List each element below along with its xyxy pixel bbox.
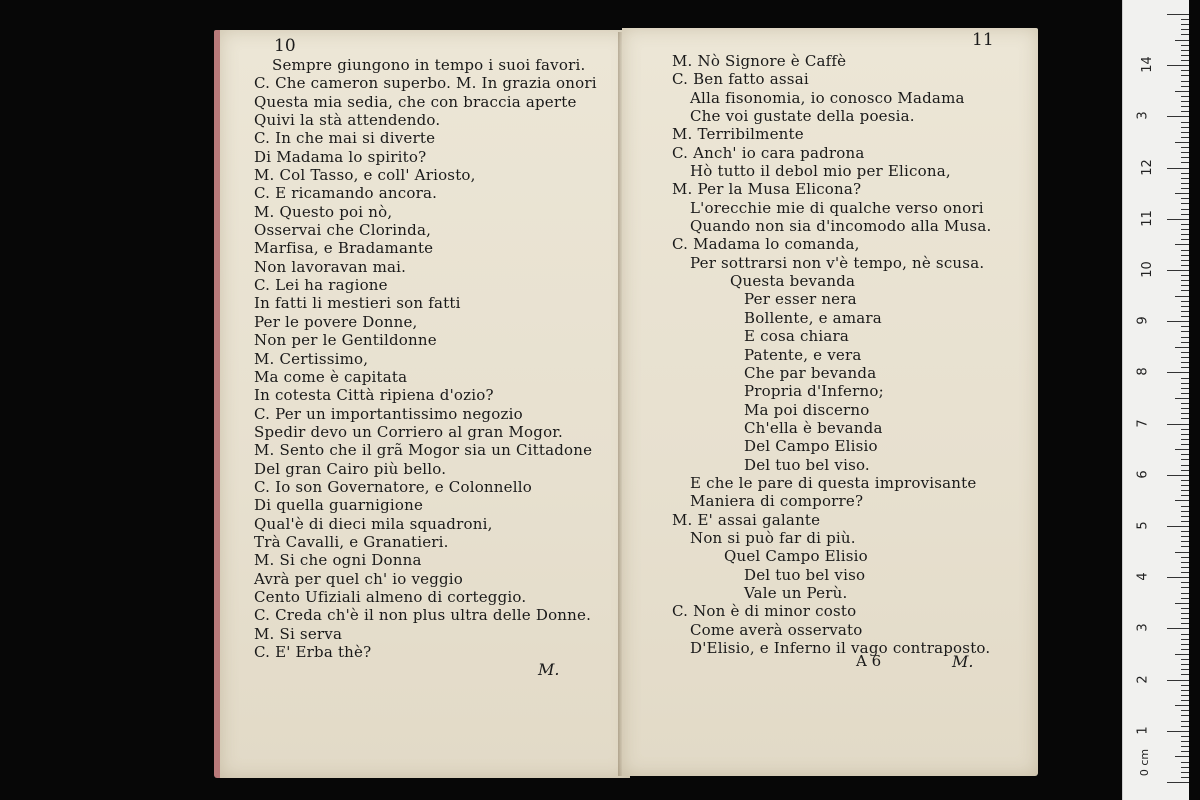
ruler-tick (1175, 705, 1189, 706)
ruler-tick (1181, 669, 1189, 670)
right-page (622, 28, 1038, 776)
text-line: C. Lei ha ragione (254, 276, 388, 295)
text-line: Sempre giungono in tempo i suoi favori. (272, 56, 586, 74)
ruler-tick (1181, 285, 1189, 286)
ruler-number: 9 (1135, 316, 1151, 325)
text-line: Propria d'Inferno; (744, 382, 884, 401)
text-line: Patente, e vera (744, 345, 862, 364)
ruler-tick (1181, 234, 1189, 235)
ruler-tick (1181, 203, 1189, 204)
text-line: E che le pare di questa improvisante (690, 473, 977, 492)
ruler-tick (1181, 772, 1189, 773)
ruler-tick (1181, 378, 1189, 379)
ruler-tick (1181, 710, 1189, 711)
ruler-tick (1181, 152, 1189, 153)
ruler-tick (1181, 608, 1189, 609)
ruler-tick (1175, 500, 1189, 501)
ruler-tick (1181, 762, 1189, 763)
ruler-tick (1181, 214, 1189, 215)
ruler-tick (1181, 209, 1189, 210)
page-number-right: 11 (972, 30, 994, 50)
text-line: Questa mia sedia, che con braccia aperte (254, 92, 577, 111)
ruler-tick (1181, 429, 1189, 430)
ruler-number: 3 (1135, 111, 1151, 121)
text-line: C. Ben fatto assai (672, 70, 809, 89)
ruler-tick (1181, 290, 1189, 291)
ruler-tick (1181, 111, 1189, 112)
open-book (214, 20, 1040, 782)
ruler-tick (1181, 34, 1189, 35)
ruler-tick (1181, 157, 1189, 158)
ruler-tick (1181, 362, 1189, 363)
text-line: Ma poi discerno (744, 400, 870, 419)
catchword-left: M. (538, 660, 560, 679)
ruler-tick (1181, 490, 1189, 491)
ruler-number: 4 (1135, 572, 1151, 581)
ruler-tick (1181, 224, 1189, 225)
ruler-tick (1167, 424, 1189, 425)
ruler-tick (1167, 116, 1189, 117)
ruler-tick (1167, 526, 1189, 527)
ruler-number: 2 (1135, 674, 1151, 684)
ruler-tick (1181, 495, 1189, 496)
ruler-tick (1181, 337, 1189, 338)
ruler-tick (1167, 321, 1189, 322)
ruler-tick (1181, 434, 1189, 435)
ruler-tick (1181, 751, 1189, 752)
ruler-tick (1181, 137, 1189, 138)
text-line: M. Nò Signore è Caffè (672, 52, 847, 70)
text-line: Marfisa, e Bradamante (254, 239, 434, 258)
ruler-number: 7 (1135, 418, 1151, 428)
ruler-tick (1181, 546, 1189, 547)
ruler-tick (1175, 142, 1189, 143)
ruler-tick (1181, 700, 1189, 701)
ruler-tick (1181, 311, 1189, 312)
ruler-number: 8 (1135, 367, 1151, 377)
ruler-tick (1175, 347, 1189, 348)
text-line: M. E' assai galante (672, 510, 821, 529)
ruler-tick (1181, 301, 1189, 302)
text-line: In cotesta Città ripiena d'ozio? (254, 386, 494, 405)
ruler-tick (1167, 731, 1189, 732)
ruler-number: 1 (1135, 726, 1151, 735)
ruler-tick (1181, 367, 1189, 368)
text-line: E cosa chiara (744, 327, 850, 346)
ruler-tick (1181, 767, 1189, 768)
text-line: Di Madama lo spirito? (254, 147, 427, 166)
ruler-tick (1167, 65, 1189, 66)
ruler-tick (1181, 101, 1189, 102)
text-line: Del Campo Elisio (744, 437, 878, 456)
ruler-number: 11 (1139, 210, 1155, 227)
ruler-tick (1181, 70, 1189, 71)
text-line: M. Per la Musa Elicona? (672, 180, 862, 199)
ruler-tick (1181, 459, 1189, 460)
ruler-tick (1181, 587, 1189, 588)
ruler-tick (1181, 485, 1189, 486)
ruler-tick (1181, 183, 1189, 184)
text-line: Quel Campo Elisio (724, 547, 868, 566)
ruler-tick (1175, 91, 1189, 92)
ruler-tick (1181, 45, 1189, 46)
ruler-tick (1175, 40, 1189, 41)
ruler-tick (1167, 577, 1189, 578)
ruler-tick (1181, 639, 1189, 640)
ruler-tick (1181, 413, 1189, 414)
text-line: Avrà per quel ch' io veggio (254, 569, 464, 588)
ruler-tick (1181, 623, 1189, 624)
ruler-tick (1175, 449, 1189, 450)
ruler-tick (1175, 654, 1189, 655)
ruler-number: 12 (1139, 158, 1155, 176)
right-page-text (672, 52, 991, 657)
ruler-tick (1181, 690, 1189, 691)
ruler-number: 5 (1135, 521, 1151, 530)
ruler-tick (1181, 132, 1189, 133)
ruler-tick (1181, 122, 1189, 123)
ruler-tick (1181, 659, 1189, 660)
ruler-tick (1181, 736, 1189, 737)
text-line: Quando non sia d'incomodo alla Musa. (690, 217, 992, 236)
ruler-tick (1181, 383, 1189, 384)
text-line: C. Non è di minor costo (672, 602, 857, 621)
ruler-tick (1181, 593, 1189, 594)
ruler-tick (1181, 331, 1189, 332)
ruler-tick (1181, 306, 1189, 307)
ruler-tick (1181, 393, 1189, 394)
ruler-tick (1181, 511, 1189, 512)
ruler-tick (1181, 162, 1189, 163)
ruler-tick (1181, 239, 1189, 240)
text-line: Quivi la stà attendendo. (254, 111, 441, 130)
ruler-number: 14 (1139, 56, 1155, 73)
left-page-text (254, 56, 597, 661)
text-line: Come averà osservato (690, 620, 863, 639)
text-line: M. Si che ogni Donna (254, 551, 422, 570)
ruler-tick (1181, 357, 1189, 358)
ruler-tick (1181, 634, 1189, 635)
ruler-tick (1181, 536, 1189, 537)
text-line: M. Sento che il grã Mogor sia un Cittadone (254, 441, 593, 460)
text-line: Bollente, e amara (744, 308, 882, 327)
text-line: Non si può far di più. (690, 528, 856, 547)
ruler-tick (1167, 475, 1189, 476)
ruler-tick (1181, 260, 1189, 261)
text-line: Del tuo bel viso. (744, 455, 870, 474)
ruler-tick (1181, 198, 1189, 199)
catchword-right: M. (952, 652, 974, 671)
ruler-tick (1181, 531, 1189, 532)
signature-mark: A 6 (856, 652, 882, 670)
ruler-tick (1181, 664, 1189, 665)
text-line: Del gran Cairo più bello. (254, 459, 447, 478)
ruler-tick (1181, 60, 1189, 61)
ruler-tick (1181, 173, 1189, 174)
text-line: C. E' Erba thè? (254, 643, 372, 661)
ruler-tick (1181, 746, 1189, 747)
ruler-tick (1181, 444, 1189, 445)
ruler-tick (1181, 106, 1189, 107)
ruler-tick (1181, 326, 1189, 327)
text-line: C. Anch' io cara padrona (672, 143, 865, 162)
text-line: Spedir devo un Corriero al gran Mogor. (254, 422, 563, 441)
ruler-tick (1167, 372, 1189, 373)
text-line: Questa bevanda (730, 272, 856, 291)
ruler-tick (1167, 14, 1189, 15)
text-line: M. Col Tasso, e coll' Ariosto, (254, 166, 476, 185)
text-line: Osservai che Clorinda, (254, 221, 432, 240)
text-line: C. Che cameron superbo. M. In grazia onori (254, 74, 597, 93)
ruler-tick (1181, 715, 1189, 716)
ruler-tick (1181, 541, 1189, 542)
ruler-tick (1181, 275, 1189, 276)
text-line: M. Certissimo, (254, 349, 369, 368)
ruler-tick (1181, 188, 1189, 189)
ruler-tick (1181, 557, 1189, 558)
ruler-tick (1181, 562, 1189, 563)
ruler-tick (1181, 506, 1189, 507)
ruler-tick (1181, 86, 1189, 87)
ruler-number: 10 (1139, 261, 1155, 278)
ruler-tick (1181, 29, 1189, 30)
text-line: Qual'è di dieci mila squadroni, (254, 514, 493, 533)
text-line: Per le povere Donne, (254, 312, 418, 331)
ruler-tick (1175, 193, 1189, 194)
text-line: C. In che mai si diverte (254, 129, 436, 148)
ruler-number: 3 (1135, 623, 1151, 633)
text-line: Cento Ufiziali almeno di corteggio. (254, 587, 527, 606)
ruler-tick (1181, 418, 1189, 419)
ruler-tick (1167, 270, 1189, 271)
ruler-tick (1181, 250, 1189, 251)
ruler-tick (1181, 516, 1189, 517)
text-line: Per esser nera (744, 290, 857, 309)
ruler-tick (1167, 680, 1189, 681)
ruler-tick (1181, 255, 1189, 256)
ruler-tick (1181, 598, 1189, 599)
text-line: In fatti li mestieri son fatti (254, 294, 461, 313)
ruler-tick (1181, 127, 1189, 128)
ruler-tick (1181, 721, 1189, 722)
ruler-tick (1181, 674, 1189, 675)
ruler-tick (1175, 296, 1189, 297)
ruler-tick (1181, 741, 1189, 742)
ruler-tick (1181, 50, 1189, 51)
ruler-tick (1181, 280, 1189, 281)
ruler-tick (1181, 618, 1189, 619)
ruler-tick (1181, 644, 1189, 645)
ruler-tick (1181, 24, 1189, 25)
text-line: Del tuo bel viso (744, 565, 866, 584)
ruler-tick (1181, 178, 1189, 179)
text-line: M. Questo poi nò, (254, 202, 393, 221)
ruler-tick (1167, 782, 1189, 783)
text-line: Alla fisonomia, io conosco Madama (690, 88, 965, 107)
ruler-tick (1181, 408, 1189, 409)
ruler-tick (1181, 403, 1189, 404)
text-line: Ma come è capitata (254, 367, 408, 386)
text-line: C. Io son Governatore, e Colonnello (254, 477, 532, 496)
ruler-tick (1181, 465, 1189, 466)
ruler-tick (1181, 685, 1189, 686)
ruler-tick (1181, 75, 1189, 76)
text-line: Maniera di comporre? (690, 492, 864, 511)
ruler-number: 6 (1135, 470, 1151, 479)
ruler-tick (1175, 552, 1189, 553)
ruler-tick (1181, 582, 1189, 583)
ruler-tick (1181, 55, 1189, 56)
ruler-tick (1181, 439, 1189, 440)
ruler-tick (1181, 521, 1189, 522)
ruler-tick (1181, 777, 1189, 778)
ruler-tick (1181, 19, 1189, 20)
ruler-tick (1181, 81, 1189, 82)
text-line: Trà Cavalli, e Granatieri. (254, 532, 449, 551)
ruler-tick (1181, 572, 1189, 573)
text-line: L'orecchie mie di qualche verso onori (690, 198, 984, 217)
ruler-tick (1181, 454, 1189, 455)
ruler-tick (1181, 352, 1189, 353)
measurement-ruler (1122, 0, 1189, 800)
ruler-tick (1181, 147, 1189, 148)
text-line: C. E ricamando ancora. (254, 184, 438, 203)
text-line: Di quella guarnigione (254, 496, 424, 515)
text-line: Hò tutto il debol mio per Elicona, (690, 162, 951, 181)
ruler-unit-label: 0 cm (1138, 748, 1152, 777)
ruler-tick (1175, 244, 1189, 245)
left-page (214, 30, 630, 778)
ruler-tick (1175, 756, 1189, 757)
ruler-tick (1181, 316, 1189, 317)
ruler-tick (1181, 96, 1189, 97)
text-line: Non lavoravan mai. (254, 257, 407, 276)
ruler-tick (1181, 567, 1189, 568)
text-line: C. Creda ch'è il non plus ultra delle Donne. (254, 606, 592, 625)
ruler-tick (1175, 603, 1189, 604)
ruler-tick (1181, 613, 1189, 614)
text-line: Che voi gustate della poesia. (690, 107, 915, 126)
page-number-left: 10 (274, 36, 296, 56)
ruler-tick (1167, 219, 1189, 220)
text-line: D'Elisio, e Inferno il vago contraposto. (690, 639, 991, 657)
text-line: Che par bevanda (744, 363, 877, 382)
ruler-tick (1181, 726, 1189, 727)
ruler-tick (1167, 628, 1189, 629)
ruler-tick (1181, 649, 1189, 650)
ruler-tick (1181, 265, 1189, 266)
text-line: M. Si serva (254, 624, 343, 643)
ruler-tick (1181, 480, 1189, 481)
ruler-tick (1181, 342, 1189, 343)
text-line: Per sottrarsi non v'è tempo, nè scusa. (690, 253, 985, 272)
ruler-tick (1181, 470, 1189, 471)
ruler-tick (1181, 229, 1189, 230)
ruler-tick (1181, 388, 1189, 389)
text-line: Ch'ella è bevanda (744, 418, 883, 437)
text-line: Vale un Perù. (744, 583, 848, 602)
ruler-tick (1167, 168, 1189, 169)
text-line: C. Per un importantissimo negozio (254, 404, 523, 423)
text-line: Non per le Gentildonne (254, 331, 437, 350)
text-line: M. Terribilmente (672, 125, 804, 144)
text-line: C. Madama lo comanda, (672, 235, 860, 254)
ruler-tick (1181, 695, 1189, 696)
ruler-tick (1175, 398, 1189, 399)
